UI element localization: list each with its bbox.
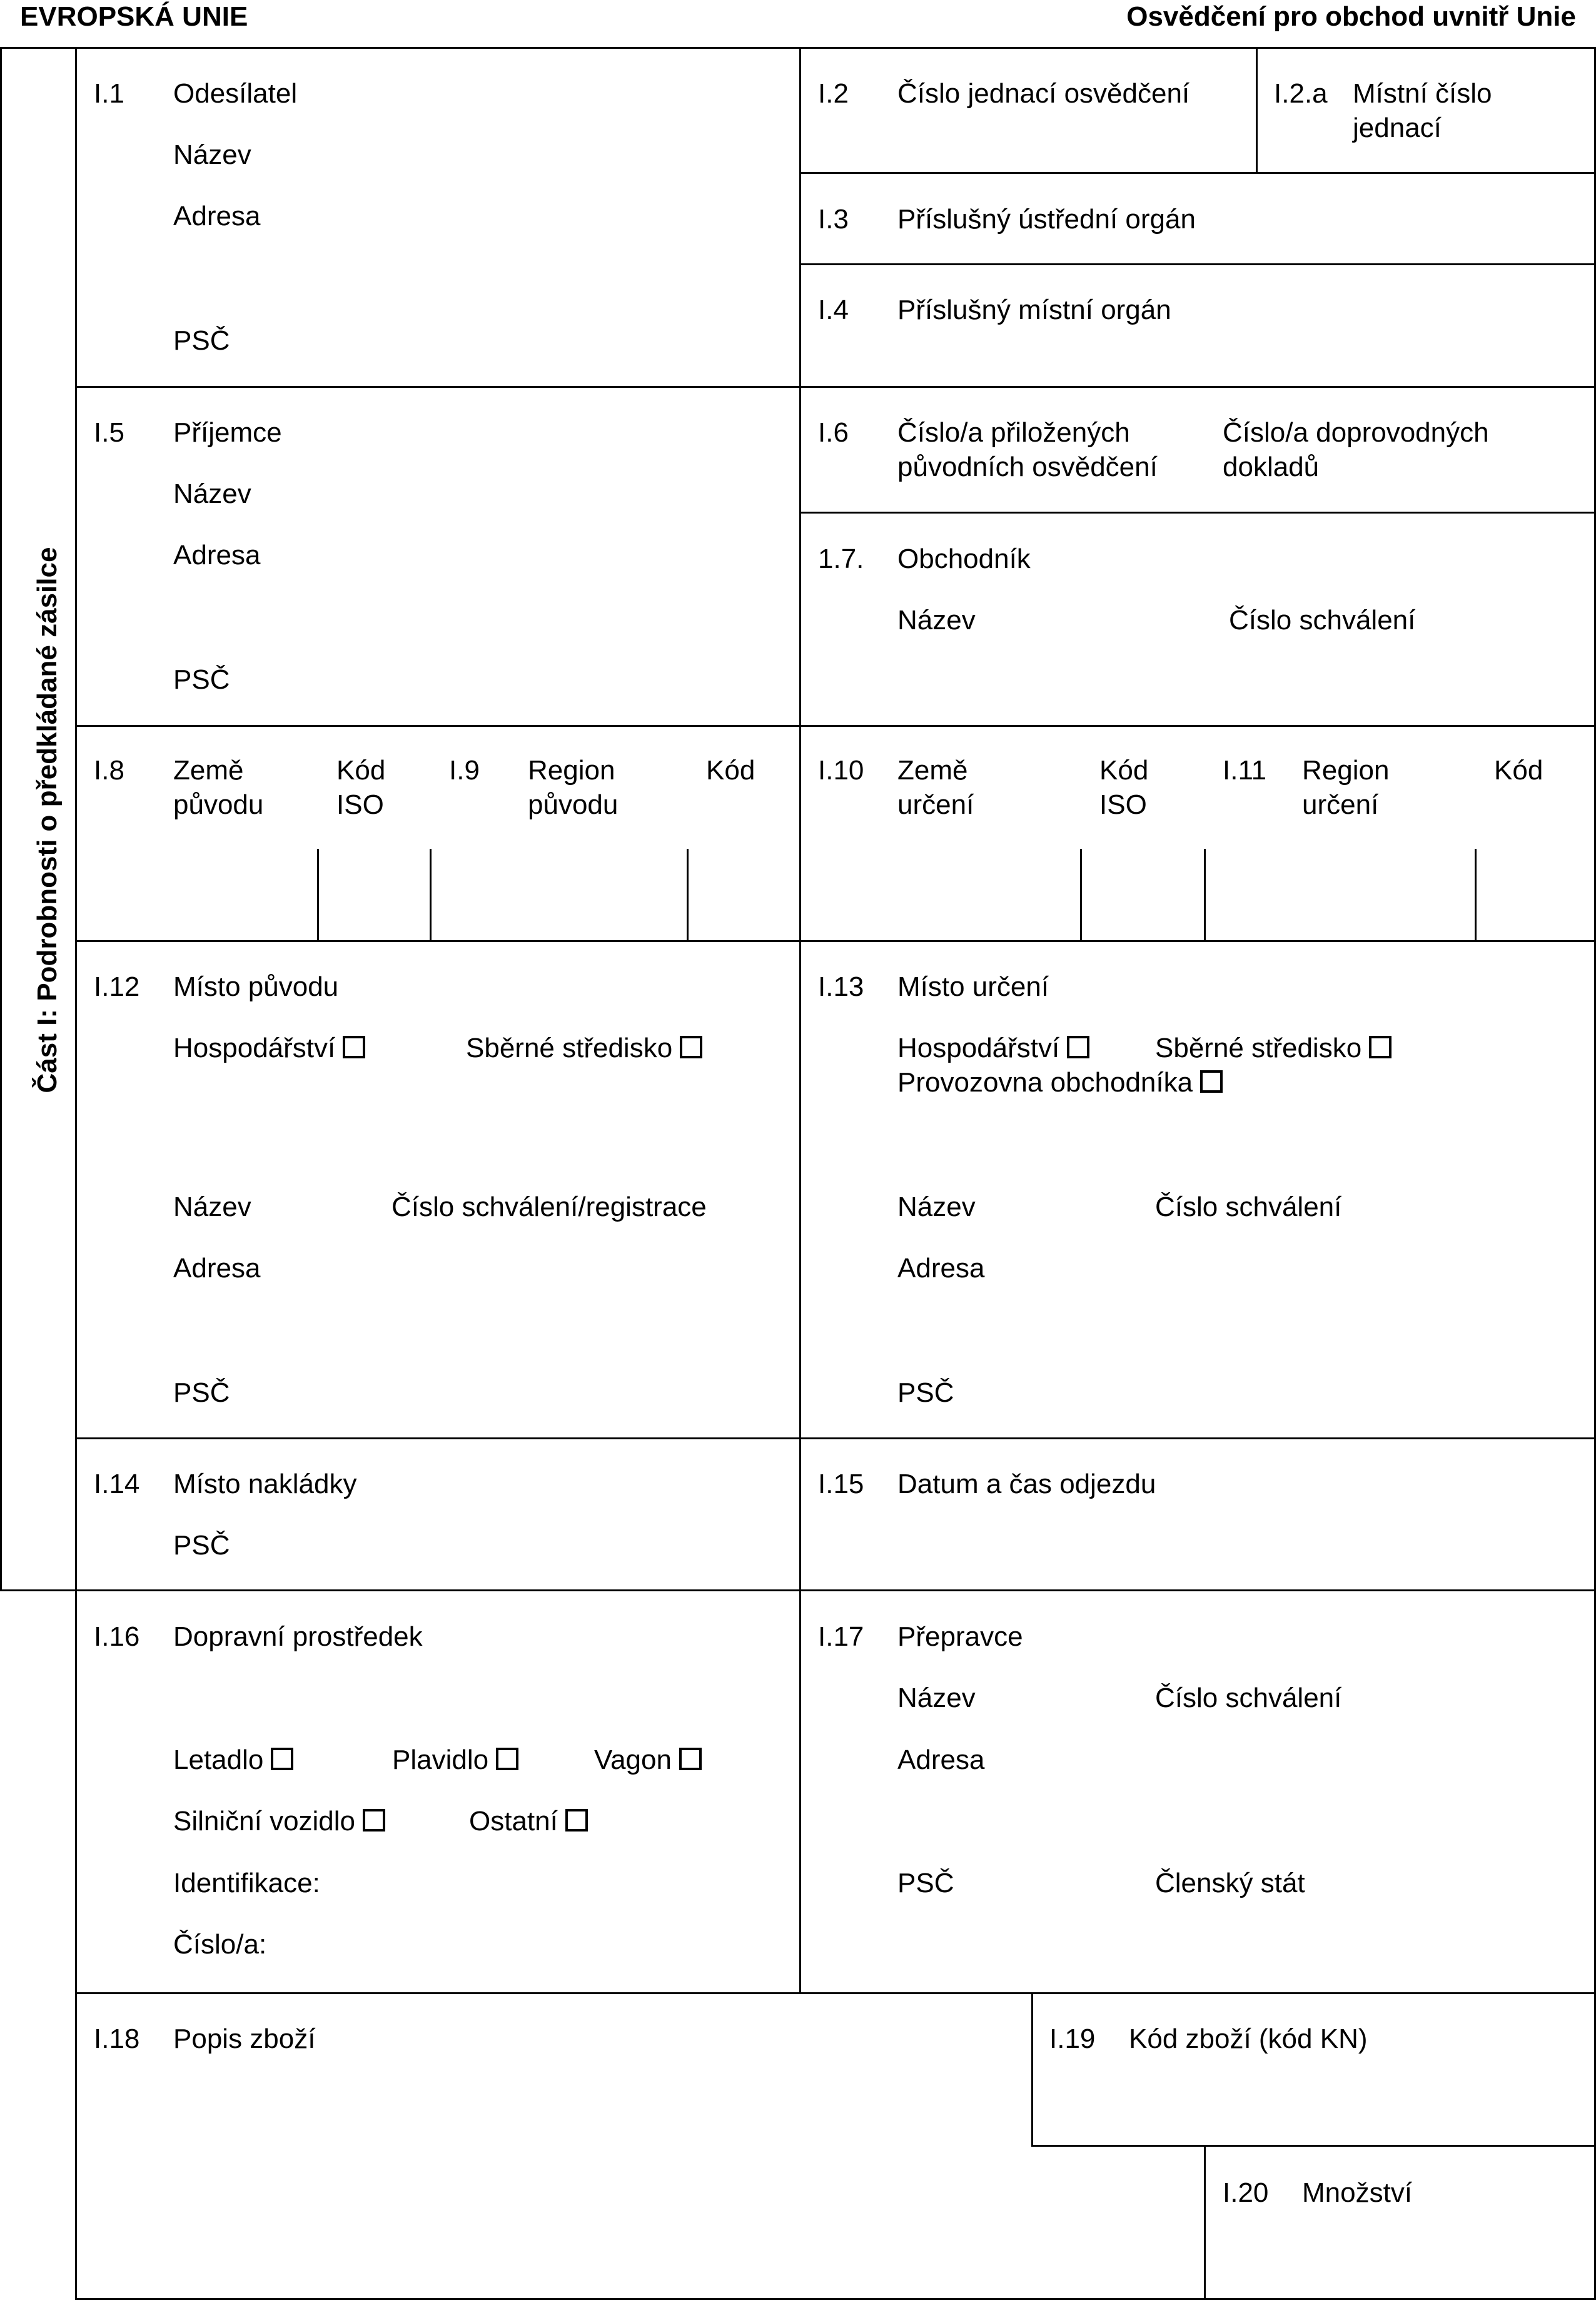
postcode-label: PSČ <box>173 1377 230 1408</box>
field-number: I.18 <box>94 2024 140 2054</box>
option-label: Silniční vozidlo <box>173 1806 356 1836</box>
option-label: Hospodářství <box>897 1033 1060 1063</box>
road-vehicle-checkbox[interactable] <box>363 1809 385 1831</box>
number-label: Číslo/a: <box>173 1929 267 1960</box>
field-number: I.9 <box>449 755 480 786</box>
field-title-line1: Země <box>897 755 968 786</box>
field-number: I.19 <box>1049 2024 1096 2054</box>
address-label: Adresa <box>173 201 261 231</box>
field-number: I.2 <box>818 78 849 109</box>
field-title: Příjemce <box>173 417 282 448</box>
field-title: Dopravní prostředek <box>173 1621 423 1652</box>
region-code-label: Kód <box>1494 755 1543 786</box>
approval-number-label: Číslo schválení <box>1229 605 1416 636</box>
assembly-centre-checkbox[interactable] <box>680 1036 702 1058</box>
postcode-label: PSČ <box>897 1868 954 1898</box>
option-label: Sběrné středisko <box>1155 1033 1362 1063</box>
original-certificates-line2: původních osvědčení <box>897 452 1158 482</box>
field-number: I.8 <box>94 755 124 786</box>
field-number: I.10 <box>818 755 864 786</box>
iso-code-line2: ISO <box>1099 789 1147 820</box>
field-number: I.15 <box>818 1469 864 1499</box>
identification-label: Identifikace: <box>173 1868 320 1898</box>
accompanying-documents-line1: Číslo/a doprovodných <box>1223 417 1489 448</box>
field-title-line2: určení <box>1302 789 1379 820</box>
railway-wagon-checkbox[interactable] <box>679 1748 702 1770</box>
field-title-line1: Region <box>528 755 615 786</box>
option-aeroplane <box>173 1743 293 1777</box>
field-title: Popis zboží <box>173 2024 316 2054</box>
region-code-label: Kód <box>706 755 755 786</box>
field-number: I.3 <box>818 204 849 235</box>
original-certificates-line1: Číslo/a přiložených <box>897 417 1130 448</box>
address-label: Adresa <box>173 1253 261 1284</box>
option-ship <box>392 1743 518 1777</box>
approval-number-label: Číslo schválení <box>1155 1192 1342 1222</box>
name-label: Název <box>173 1192 251 1222</box>
aeroplane-checkbox[interactable] <box>271 1748 293 1770</box>
option-assembly-centre <box>466 1031 702 1065</box>
field-title: Datum a čas odjezdu <box>897 1469 1156 1499</box>
field-number: I.6 <box>818 417 849 448</box>
option-label: Letadlo <box>173 1745 264 1775</box>
field-number: I.12 <box>94 971 140 1002</box>
option-road-vehicle <box>173 1804 385 1838</box>
field-number: 1.7. <box>818 544 864 574</box>
postcode-label: PSČ <box>173 1530 230 1561</box>
approval-number-label: Číslo schválení <box>1155 1683 1342 1713</box>
field-title-line2: původu <box>173 789 264 820</box>
field-title: Místo určení <box>897 971 1049 1002</box>
iso-code-line2: ISO <box>336 789 384 820</box>
option-label: Provozovna obchodníka <box>897 1067 1193 1098</box>
holding-checkbox[interactable] <box>343 1036 365 1058</box>
field-title-line1: Země <box>173 755 244 786</box>
field-number: I.20 <box>1223 2177 1269 2208</box>
field-number: I.4 <box>818 295 849 325</box>
option-label: Ostatní <box>469 1806 558 1836</box>
approval-registration-label: Číslo schválení/registrace <box>391 1192 707 1222</box>
field-title: Přepravce <box>897 1621 1023 1652</box>
option-railway-wagon <box>594 1743 702 1777</box>
member-state-label: Členský stát <box>1155 1868 1305 1898</box>
field-title-line2: určení <box>897 789 974 820</box>
option-other <box>469 1804 588 1838</box>
field-title: Odesílatel <box>173 78 298 109</box>
field-title-line1: Místní číslo <box>1353 78 1492 109</box>
option-label: Hospodářství <box>173 1033 336 1063</box>
field-title: Příslušný ústřední orgán <box>897 204 1196 235</box>
postcode-label: PSČ <box>897 1377 954 1408</box>
field-number: I.5 <box>94 417 124 448</box>
option-label: Sběrné středisko <box>466 1033 673 1063</box>
iso-code-line1: Kód <box>1099 755 1149 786</box>
field-title: Číslo jednací osvědčení <box>897 78 1190 109</box>
field-number: I.16 <box>94 1621 140 1652</box>
ship-checkbox[interactable] <box>496 1748 518 1770</box>
postcode-label: PSČ <box>173 664 230 695</box>
field-title: Množství <box>1302 2177 1413 2208</box>
field-title-line2: jednací <box>1353 113 1442 143</box>
field-number: I.2.a <box>1274 78 1328 109</box>
field-title: Místo původu <box>173 971 339 1002</box>
option-holding <box>897 1031 1089 1065</box>
option-label: Plavidlo <box>392 1745 489 1775</box>
other-checkbox[interactable] <box>565 1809 588 1831</box>
name-label: Název <box>897 1683 976 1713</box>
dealer-premises-checkbox[interactable] <box>1200 1070 1223 1093</box>
field-title: Kód zboží (kód KN) <box>1129 2024 1368 2054</box>
field-number: I.1 <box>94 78 124 109</box>
iso-code-line1: Kód <box>336 755 386 786</box>
field-title: Místo nakládky <box>173 1469 357 1499</box>
field-title-line2: původu <box>528 789 619 820</box>
name-label: Název <box>897 1192 976 1222</box>
option-assembly-centre <box>1155 1031 1391 1065</box>
name-label: Název <box>173 139 251 170</box>
name-label: Název <box>173 479 251 509</box>
address-label: Adresa <box>173 540 261 570</box>
field-title: Obchodník <box>897 544 1031 574</box>
field-number: I.11 <box>1223 755 1267 786</box>
field-number: I.13 <box>818 971 864 1002</box>
postcode-label: PSČ <box>173 325 230 356</box>
name-label: Název <box>897 605 976 636</box>
part-one-side-label: Část I: Podrobnosti o předkládané zásilce <box>32 547 63 1093</box>
field-number: I.14 <box>94 1469 140 1499</box>
header-right: Osvědčení pro obchod uvnitř Unie <box>1126 1 1576 32</box>
address-label: Adresa <box>897 1253 985 1284</box>
option-label: Vagon <box>594 1745 672 1775</box>
address-label: Adresa <box>897 1745 985 1775</box>
field-title: Příslušný místní orgán <box>897 295 1171 325</box>
option-dealer-premises <box>897 1065 1223 1100</box>
field-title-line1: Region <box>1302 755 1390 786</box>
accompanying-documents-line2: dokladů <box>1223 452 1320 482</box>
header-left: EVROPSKÁ UNIE <box>20 1 248 32</box>
option-holding <box>173 1031 365 1065</box>
field-number: I.17 <box>818 1621 864 1652</box>
holding-checkbox[interactable] <box>1067 1036 1089 1058</box>
assembly-centre-checkbox[interactable] <box>1369 1036 1391 1058</box>
